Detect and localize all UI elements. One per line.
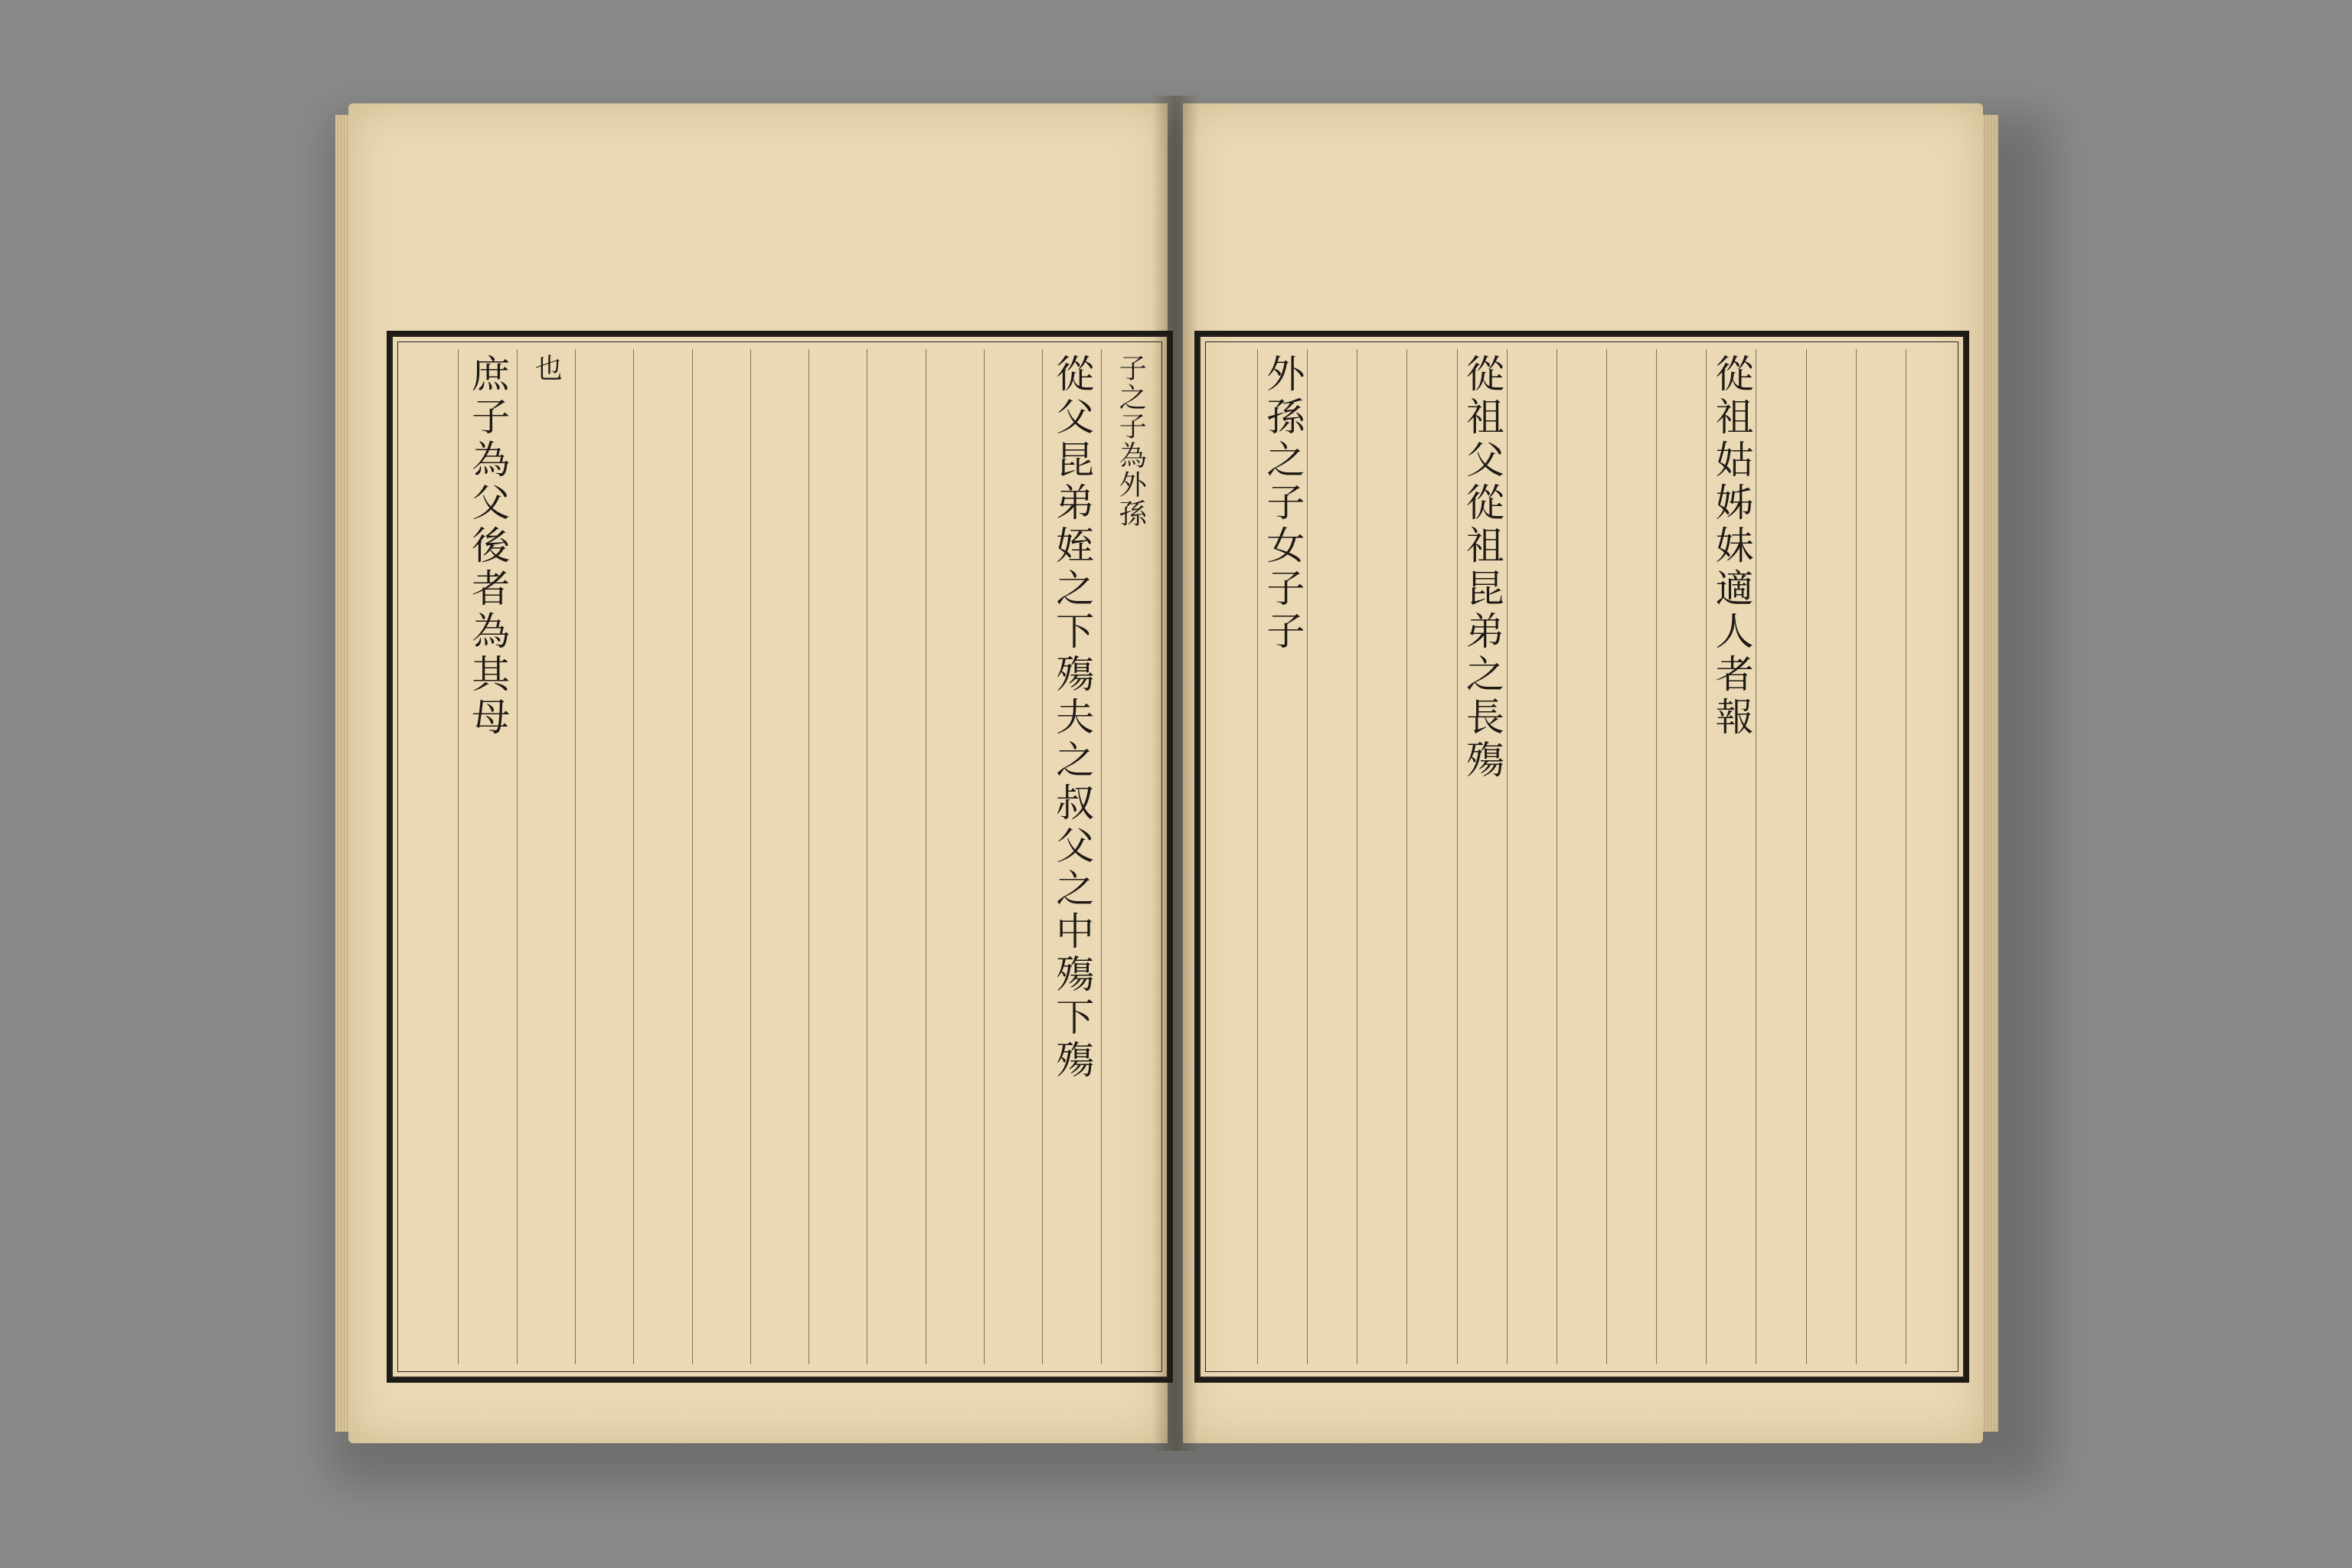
right-page-columns: [1208, 349, 1955, 1364]
text-column: [1706, 349, 1756, 1364]
text-column: [926, 349, 984, 1364]
text-column: [1557, 349, 1606, 1364]
text-column: [1042, 349, 1100, 1364]
text-column: [692, 349, 750, 1364]
text-column: [1756, 349, 1805, 1364]
column-text: 也: [531, 354, 563, 383]
text-column: [1606, 349, 1656, 1364]
text-column: [984, 349, 1042, 1364]
column-text: 從父昆弟姪之下殤夫之叔父之中殤下殤: [1050, 354, 1095, 1083]
text-column: [1208, 349, 1257, 1364]
text-column: [1856, 349, 1906, 1364]
text-column: [400, 349, 458, 1364]
column-text: 從祖父從祖昆弟之長殤: [1459, 354, 1504, 782]
right-page-text-frame: [1194, 331, 1969, 1383]
text-column: [1457, 349, 1507, 1364]
text-column: [808, 349, 867, 1364]
column-text: 子之子為外孫: [1115, 354, 1147, 528]
text-column: [458, 349, 516, 1364]
text-column: [867, 349, 925, 1364]
text-column: [575, 349, 633, 1364]
text-column: [1357, 349, 1406, 1364]
column-text: 從祖姑姊妹適人者報: [1709, 354, 1754, 740]
column-text: 庶子為父後者為其母: [466, 354, 511, 740]
left-page-columns: [400, 349, 1159, 1364]
text-column: [1257, 349, 1307, 1364]
text-column: [1406, 349, 1456, 1364]
text-column: [1806, 349, 1856, 1364]
text-column: [633, 349, 691, 1364]
left-page-text-frame: [387, 331, 1173, 1383]
text-column: [1906, 349, 1955, 1364]
text-column: [1507, 349, 1557, 1364]
text-column: [1307, 349, 1357, 1364]
text-column: [517, 349, 575, 1364]
column-text: 外孫之子女子子: [1260, 354, 1305, 654]
text-column: [1101, 349, 1159, 1364]
text-column: [750, 349, 808, 1364]
text-column: [1656, 349, 1706, 1364]
